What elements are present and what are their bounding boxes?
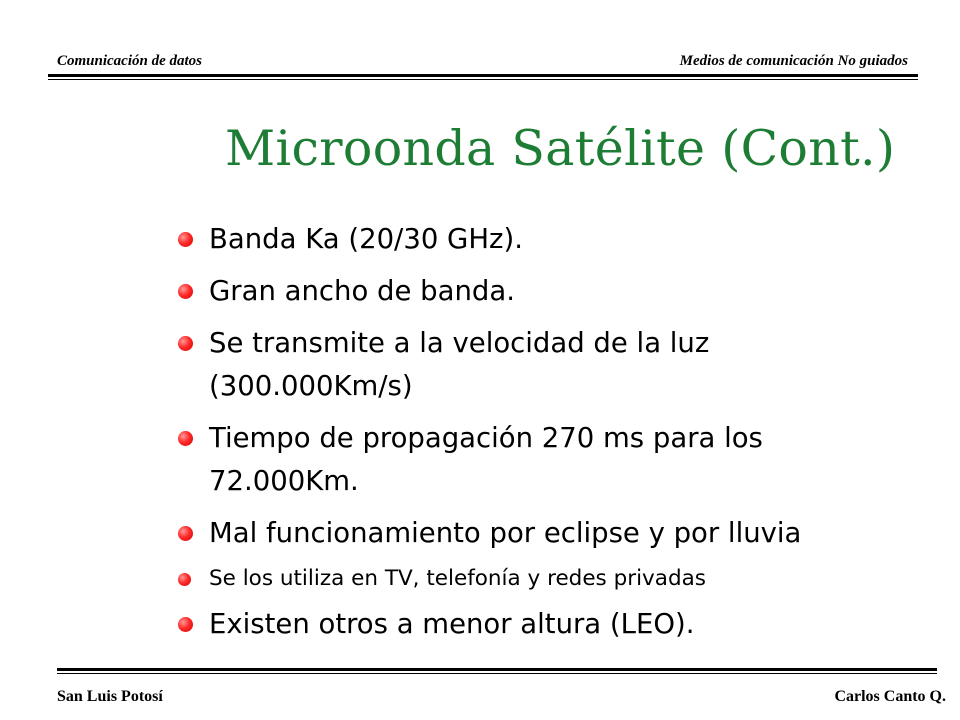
bullet-item <box>178 322 918 408</box>
header-section-title: Medios de comunicación No guiados <box>679 53 908 69</box>
bullet-text: Gran ancho de banda. <box>209 275 515 307</box>
bullet-item <box>178 564 918 594</box>
bullet-item <box>178 218 918 261</box>
header-course-title: Comunicación de datos <box>57 53 203 69</box>
bullet-dot-icon <box>178 284 193 299</box>
bullet-text: Se los utiliza en TV, telefonía y redes privadas <box>209 566 706 591</box>
footer-author: Carlos Canto Q. <box>834 688 946 705</box>
bullet-dot-icon <box>178 573 191 586</box>
bullet-item <box>178 603 918 646</box>
bullet-item <box>178 512 918 555</box>
bullet-text: Banda Ka (20/30 GHz). <box>209 223 523 255</box>
bullet-text: Tiempo de propagación 270 ms para los 72.000Km. <box>209 422 763 497</box>
bullet-dot-icon <box>178 232 193 247</box>
slide-title: Microonda Satélite (Cont.) <box>225 120 896 177</box>
bullet-dot-icon <box>178 336 193 351</box>
bullet-dot-icon <box>178 617 193 632</box>
header-divider <box>48 74 918 80</box>
bullet-dot-icon <box>178 431 193 446</box>
bullet-text: Mal funcionamiento por eclipse y por lluvia <box>209 517 802 549</box>
footer-location: San Luis Potosí <box>57 688 163 705</box>
footer-divider <box>57 668 937 674</box>
bullet-text: Existen otros a menor altura (LEO). <box>209 608 695 640</box>
bullet-text: Se transmite a la velocidad de la luz (300.000Km/s) <box>209 327 710 402</box>
bullet-item <box>178 270 918 313</box>
bullet-dot-icon <box>178 526 193 541</box>
bullet-item <box>178 417 918 503</box>
bullet-list <box>178 218 918 655</box>
